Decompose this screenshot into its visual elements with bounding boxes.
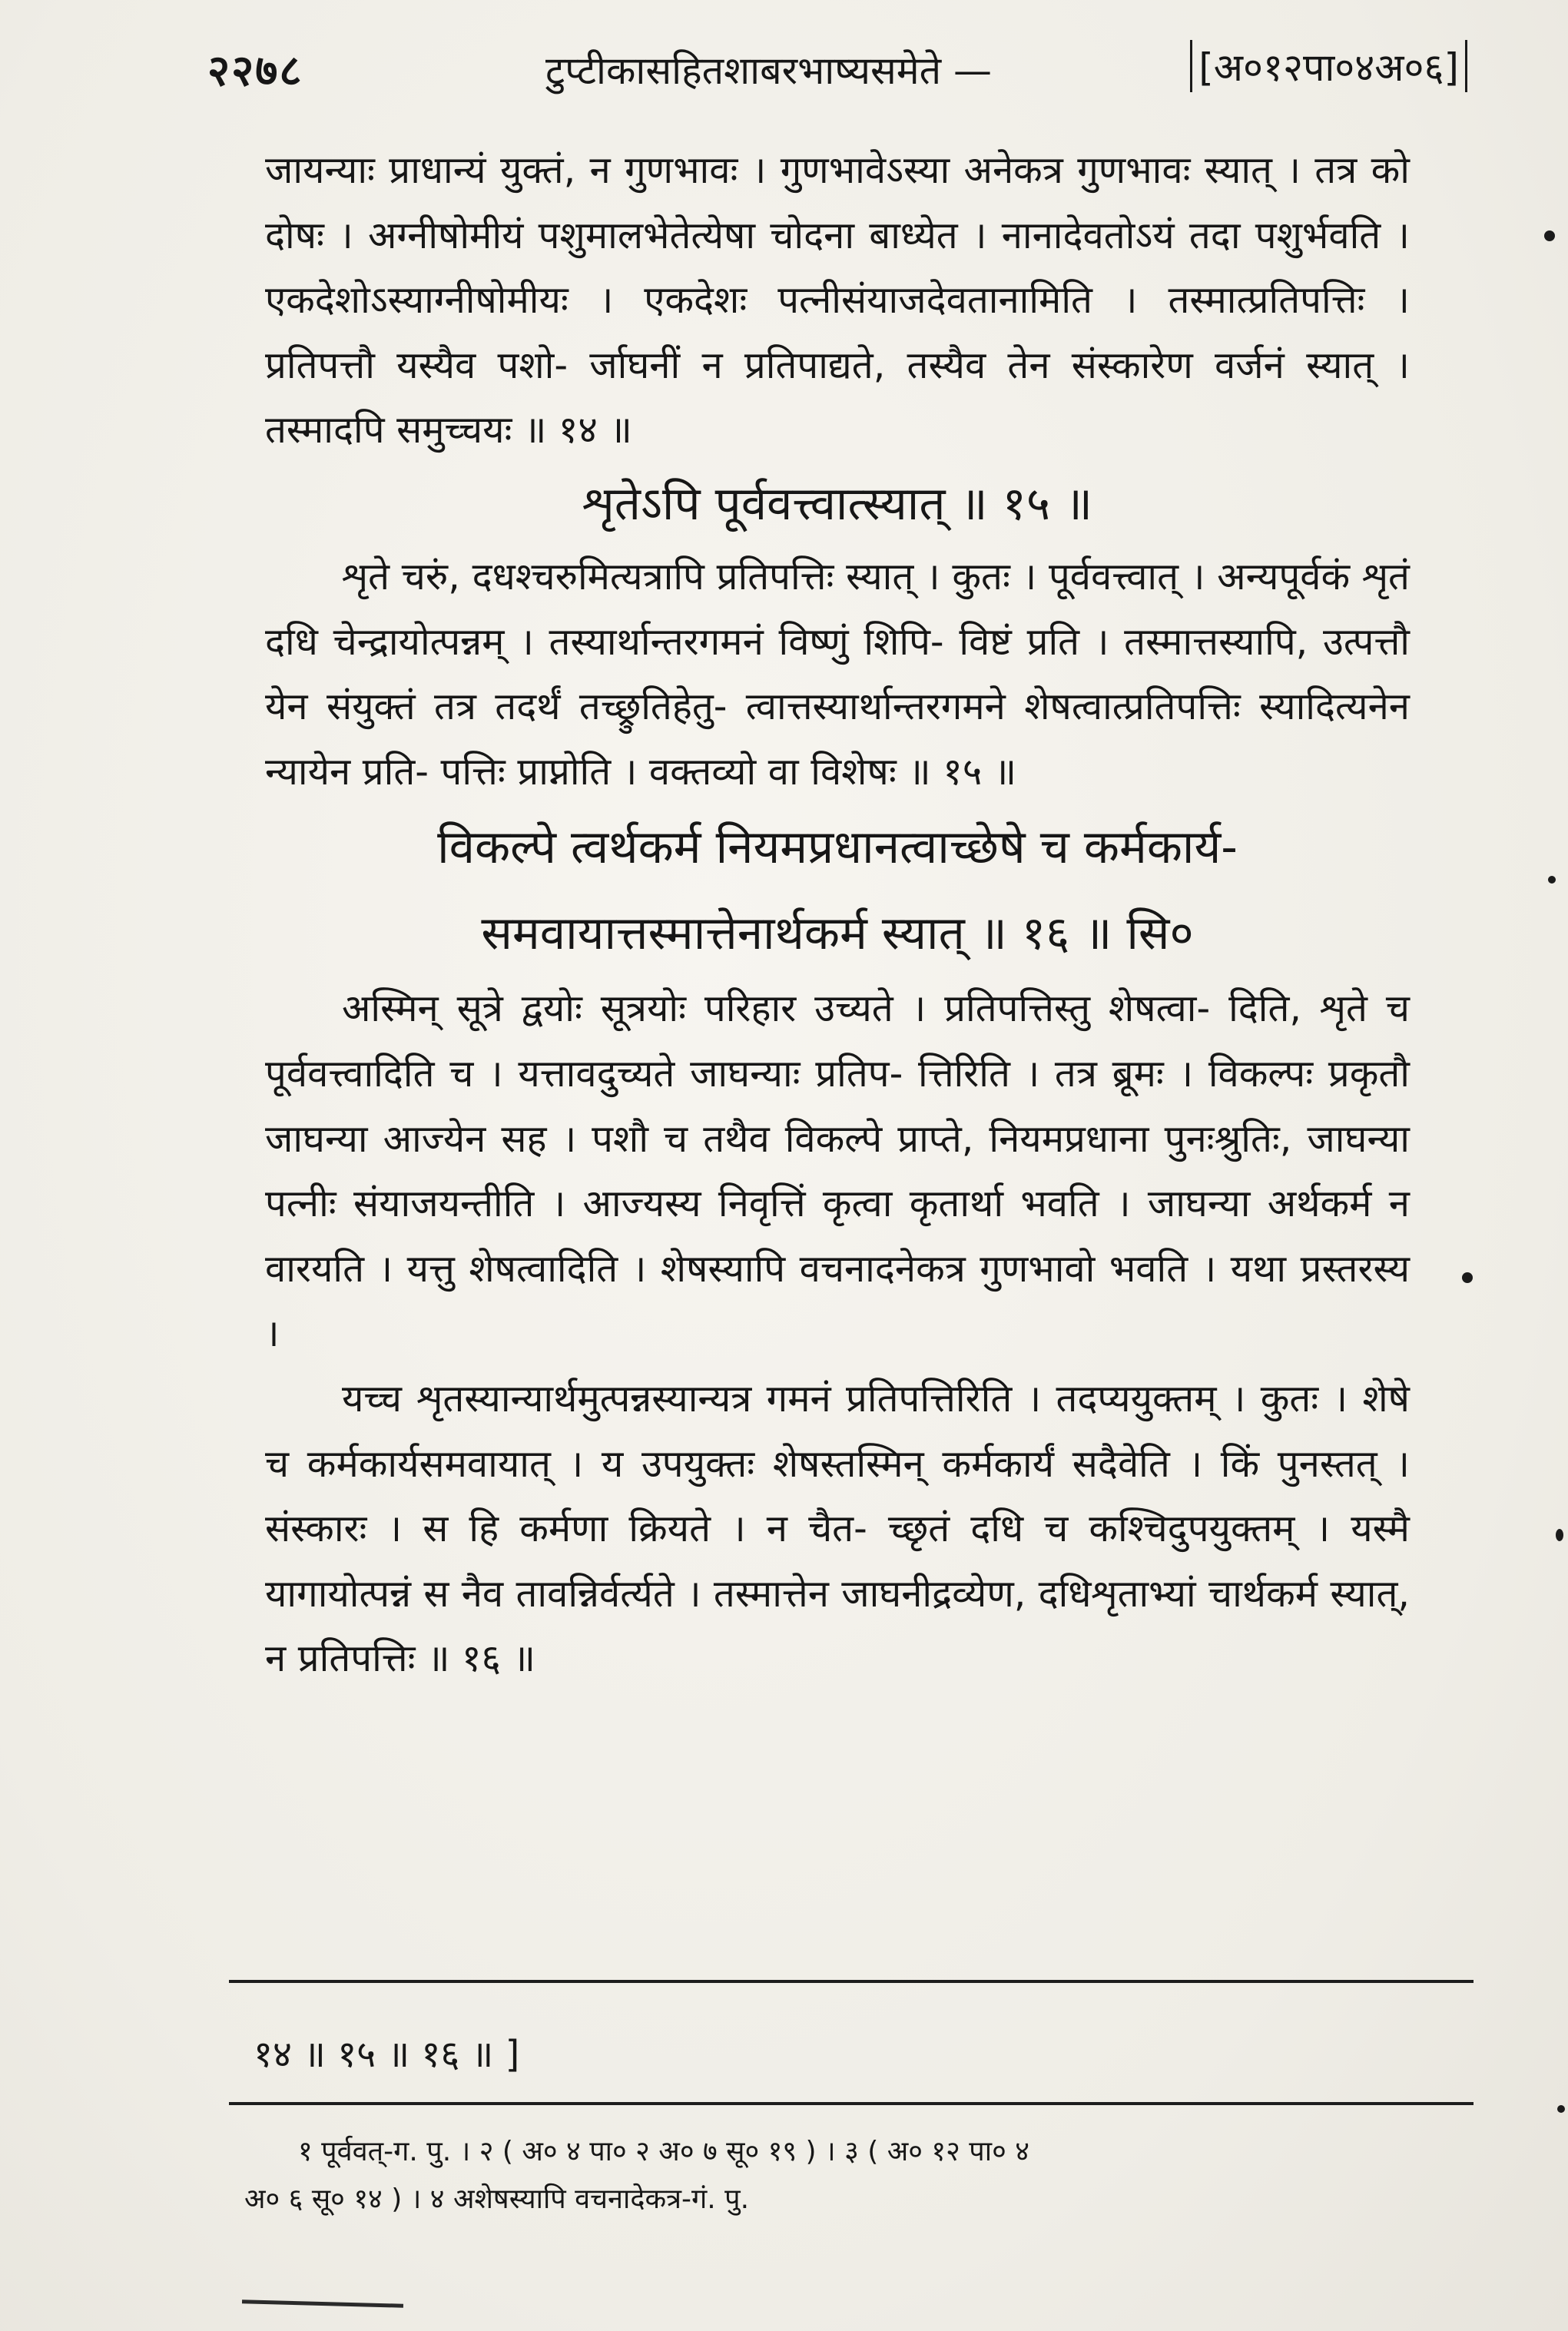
footnote-line-2: अ० ६ सू० १४ ) । ४ अशेषस्यापि वचनादेकत्र-गं. पु. xyxy=(244,2183,750,2215)
ink-dash xyxy=(242,2300,403,2307)
paragraph-4: यच्च शृतस्यान्यार्थमुत्पन्नस्यान्यत्र गमनं प्रतिपत्तिरिति । तदप्ययुक्तम् । कुतः । शेषे च कर्मकार्यसमवायात् । य उपयुक्तः शेषस्तस्मिन् कर्मकार्यं सदैवेति । किं पुनस्तत् । संस्कारः । स हि कर्मणा क्रियते । न चैत- च्छृतं दधि च कश्चिदुपयुक्तम् । यस्मै यागायोत्पन्नं स नैव तावन्निर्वर्त्यते । तस्मात्तेन जाघनीद्रव्येण, दधिशृताभ्यां चार्थकर्म स्यात्, न प्रतिपत्तिः ॥ १६ ॥ xyxy=(265,1376,1410,1681)
page-header xyxy=(207,40,1467,109)
footnote-line-1: १ पूर्ववत्-ग. पु. । २ ( अ० ४ पा० २ अ० ७ सू० १९ ) । ३ ( अ० १२ पा० ४ xyxy=(298,2136,1029,2167)
ink-spot xyxy=(1544,230,1555,241)
running-title: टुप्टीकासहितशाबरभाष्यसमेते — xyxy=(545,48,993,93)
ink-spot xyxy=(1557,2105,1565,2113)
sutra-index: १४ ॥ १५ ॥ १६ ॥ ] xyxy=(254,2033,520,2076)
paragraph-3: अस्मिन् सूत्रे द्वयोः सूत्रयोः परिहार उच्यते । प्रतिपत्तिस्तु शेषत्वा- दिति, शृते च पूर्ववत्त्वादिति च । यत्तावदुच्यते जाघन्याः प्रतिप- त्तिरिति । तत्र ब्रूमः । विकल्पः प्रकृतौ जाघन्या आज्येन सह । पशौ च तथैव विकल्पे प्राप्ते, नियमप्रधाना पुनःश्रुतिः, जाघन्या पत्नीः संयाजयन्तीति । आज्यस्य निवृत्तिं कृत्वा कृतार्था भवति । जाघन्या अर्थकर्म न वारयति । यत्तु शेषत्वादिति । शेषस्यापि वचनादनेकत्र गुणभावो भवति । यथा प्रस्तरस्य । xyxy=(265,986,1410,1356)
ink-spot xyxy=(1462,1272,1473,1283)
ink-spot xyxy=(1556,1529,1563,1541)
sutra-15: शृतेऽपि पूर्ववत्त्वात्स्यात् ॥ १५ ॥ xyxy=(582,476,1093,531)
main-text xyxy=(265,138,1410,1692)
sutra-16-line-2: समवायात्तस्मात्तेनार्थकर्म स्यात् ॥ १६ ॥ सि० xyxy=(481,907,1194,961)
sutra-16-line-1: विकल्पे त्वर्थकर्म नियमप्रधानत्वाच्छेषे च कर्मकार्य- xyxy=(437,821,1238,875)
paragraph-2: शृते चरुं, दधश्चरुमित्यत्रापि प्रतिपत्तिः स्यात् । कुतः । पूर्ववत्त्वात् । अन्यपूर्वकं शृतं दधि चेन्द्रायोत्पन्नम् । तस्यार्थान्तरगमनं विष्णुं शिपि- विष्टं प्रति । तस्मात्तस्यापि, उत्पत्तौ येन संयुक्तं तत्र तदर्थं तच्छ्रुतिहेतु- त्वात्तस्यार्थान्तरगमने शेषत्वात्प्रतिपत्तिः स्यादित्यनेन न्यायेन प्रति- पत्तिः प्राप्नोति । वक्तव्यो वा विशेषः ॥ १५ ॥ xyxy=(265,554,1410,794)
paragraph-1: जायन्याः प्राधान्यं युक्तं, न गुणभावः । गुणभावेऽस्या अनेकत्र गुणभावः स्यात् । तत्र को दोषः । अग्नीषोमीयं पशुमालभेतेत्येषा चोदना बाध्येत । नानादेवतोऽयं तदा पशुर्भवति । एकदेशोऽस्याग्नीषोमीयः । एकदेशः पत्नीसंयाजदेवतानामिति । तस्मात्प्रतिपत्तिः । प्रतिपत्तौ यस्यैव पशो- र्जाघनीं न प्रतिपाद्यते, तस्यैव तेन संस्कारेण वर्जनं स्यात् । तस्मादपि समुच्चयः ॥ १४ ॥ xyxy=(265,148,1410,453)
divider-top xyxy=(229,1980,1474,1983)
ink-spot xyxy=(1548,876,1556,884)
chapter-reference: [अ०१२पा०४अ०६] xyxy=(1190,40,1467,92)
divider-bottom xyxy=(229,2102,1474,2105)
page-number: २२७८ xyxy=(207,46,303,96)
footnotes xyxy=(244,2128,1443,2223)
